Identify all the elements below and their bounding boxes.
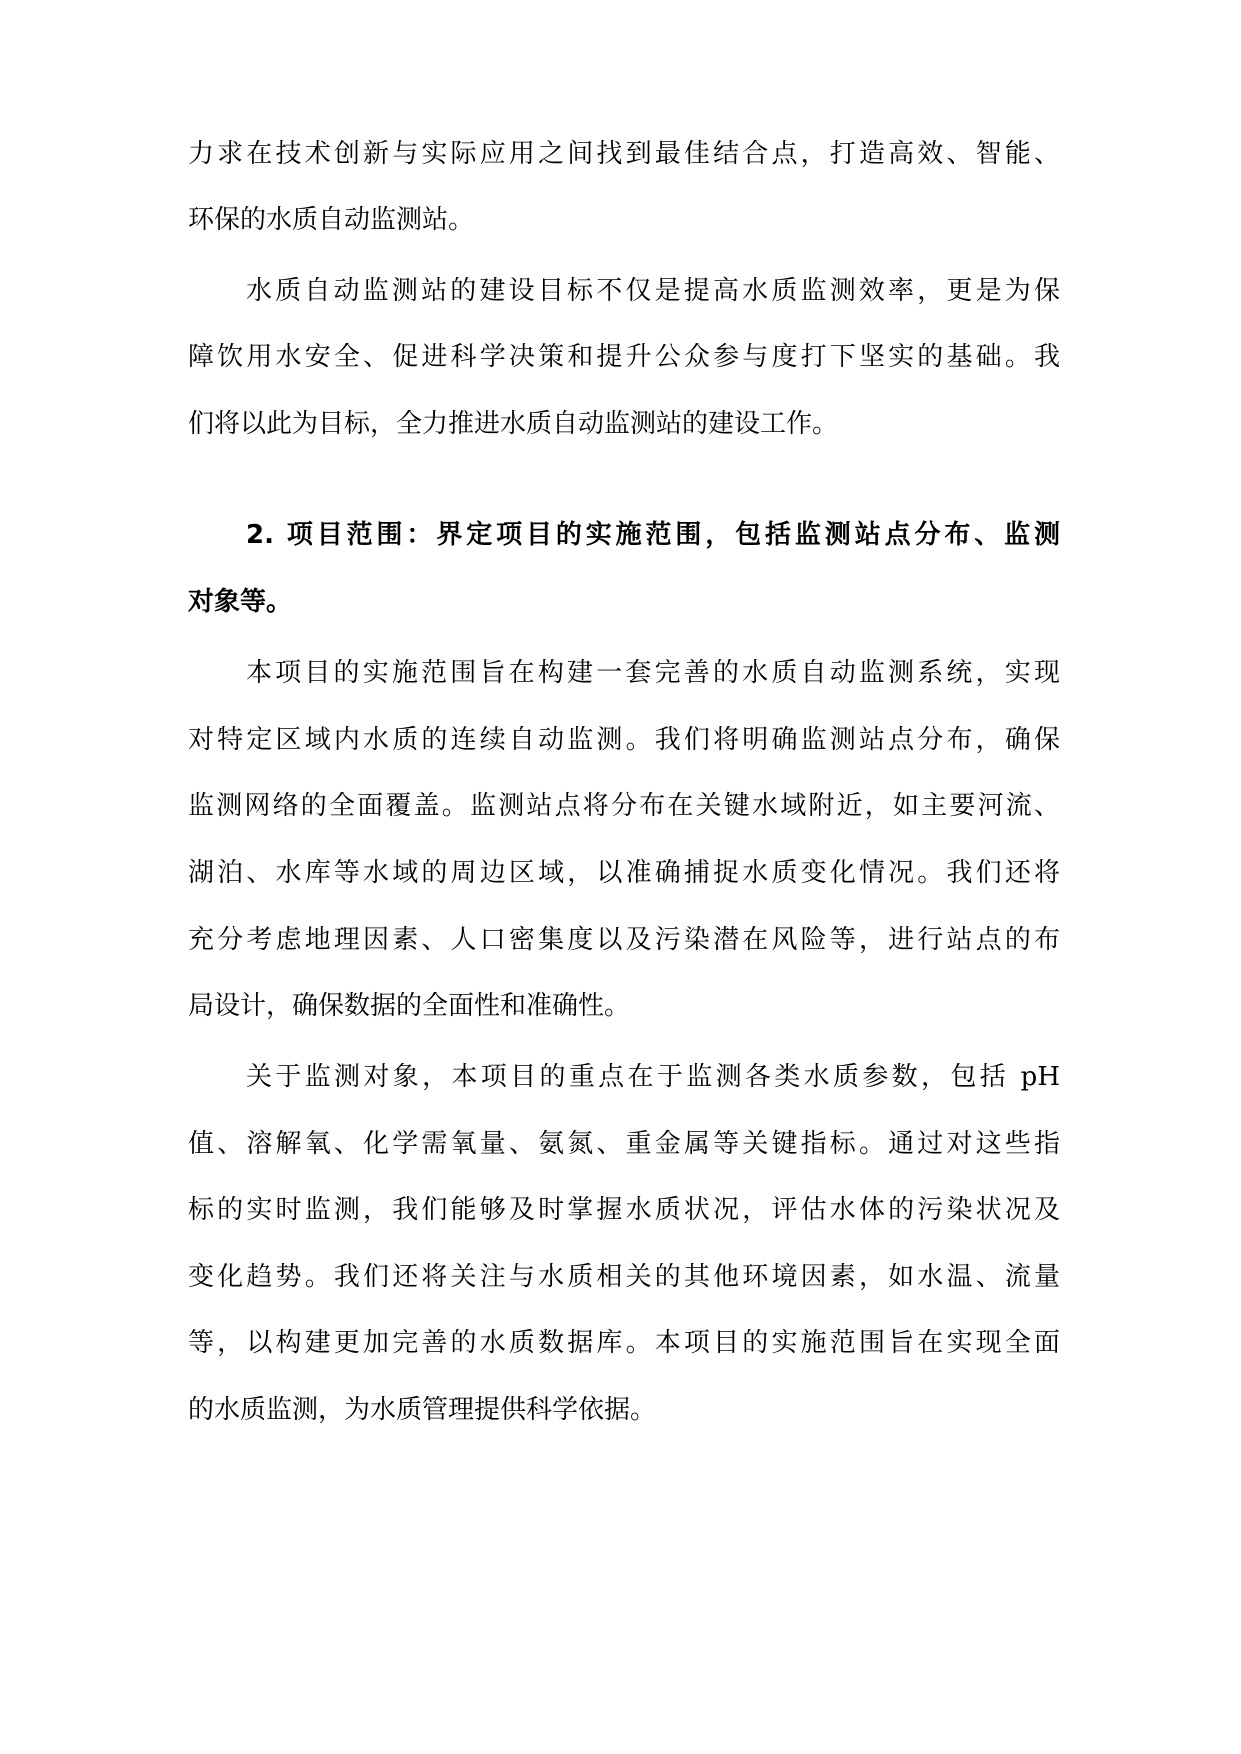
paragraph-4-line-2: 值、溶解氧、化学需氧量、氨氮、重金属等关键指标。通过对这些指 xyxy=(188,1129,1060,1159)
paragraph-4-line-1: 关于监测对象，本项目的重点在于监测各类水质参数，包括 pH xyxy=(246,1062,1060,1092)
paragraph-1-line-1: 力求在技术创新与实际应用之间找到最佳结合点，打造高效、智能、 xyxy=(188,139,1060,169)
section-heading-line-2: 对象等。 xyxy=(188,587,293,617)
paragraph-3-line-5: 充分考虑地理因素、人口密集度以及污染潜在风险等，进行站点的布 xyxy=(188,925,1060,955)
paragraph-2-line-3: 们将以此为目标，全力推进水质自动监测站的建设工作。 xyxy=(188,409,839,439)
paragraph-3-line-3: 监测网络的全面覆盖。监测站点将分布在关键水域附近，如主要河流、 xyxy=(188,791,1060,821)
paragraph-3-line-2: 对特定区域内水质的连续自动监测。我们将明确监测站点分布，确保 xyxy=(188,725,1060,755)
paragraph-4-line-4: 变化趋势。我们还将关注与水质相关的其他环境因素，如水温、流量 xyxy=(188,1262,1060,1292)
paragraph-3-line-6: 局设计，确保数据的全面性和准确性。 xyxy=(188,991,631,1021)
paragraph-4-line-6: 的水质监测，为水质管理提供科学依据。 xyxy=(188,1395,657,1425)
paragraph-2-line-1: 水质自动监测站的建设目标不仅是提高水质监测效率，更是为保 xyxy=(246,276,1060,306)
paragraph-4-line-5: 等，以构建更加完善的水质数据库。本项目的实施范围旨在实现全面 xyxy=(188,1328,1060,1358)
paragraph-3-line-4: 湖泊、水库等水域的周边区域，以准确捕捉水质变化情况。我们还将 xyxy=(188,858,1060,888)
paragraph-2-line-2: 障饮用水安全、促进科学决策和提升公众参与度打下坚实的基础。我 xyxy=(188,342,1060,372)
paragraph-1-line-2: 环保的水质自动监测站。 xyxy=(188,205,475,235)
paragraph-4-line-3: 标的实时监测，我们能够及时掌握水质状况，评估水体的污染状况及 xyxy=(188,1195,1060,1225)
section-heading-line-1: 2. 项目范围：界定项目的实施范围，包括监测站点分布、监测 xyxy=(246,520,1060,550)
paragraph-3-line-1: 本项目的实施范围旨在构建一套完善的水质自动监测系统，实现 xyxy=(246,658,1060,688)
